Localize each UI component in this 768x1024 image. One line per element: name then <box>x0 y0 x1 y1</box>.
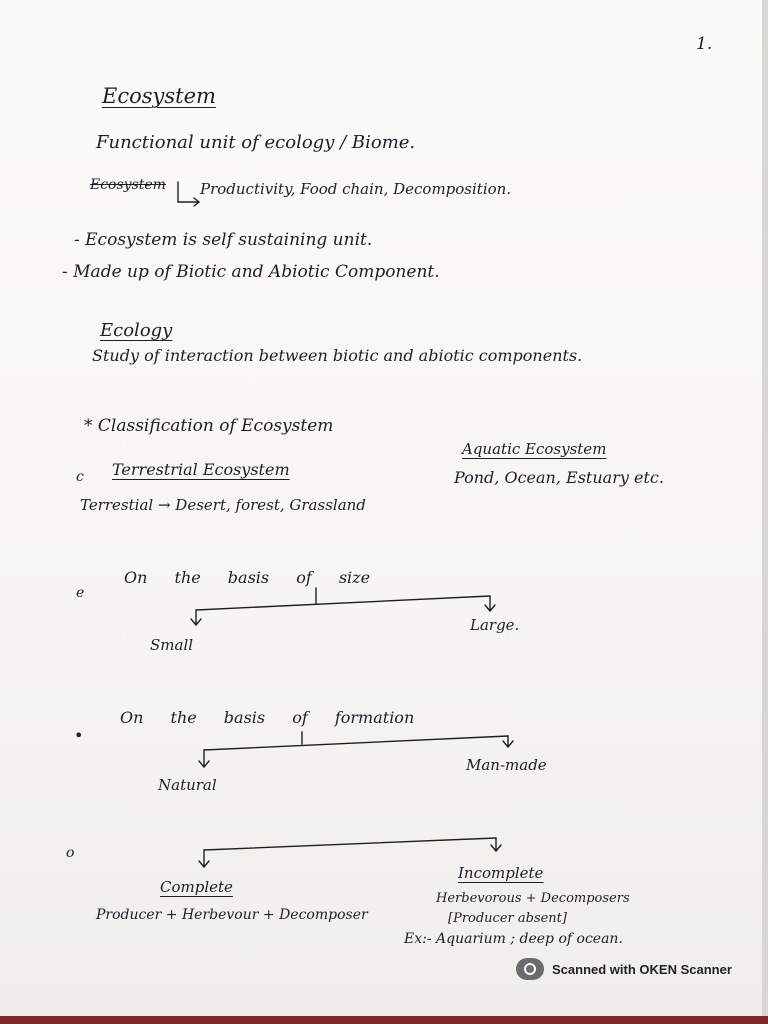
point-self-sustaining: - Ecosystem is self sustaining unit. <box>74 230 373 250</box>
basis-formation-text: On the basis of formation <box>120 708 415 727</box>
size-large: Large. <box>470 616 520 634</box>
heading-ecosystem: Ecosystem <box>102 84 216 108</box>
complete-heading: Complete <box>160 878 233 896</box>
incomplete-example: Ex:- Aquarium ; deep of ocean. <box>404 931 623 947</box>
page-bottom-strip <box>0 1016 768 1024</box>
bullet-mark: c <box>76 469 84 485</box>
page-number: 1. <box>696 34 713 54</box>
definition-text: Functional unit of ecology / Biome. <box>96 132 416 153</box>
size-tree-right <box>485 596 495 611</box>
size-tree-left <box>191 610 201 625</box>
terrestrial-examples: Terrestial → Desert, forest, Grassland <box>80 496 366 514</box>
formation-natural: Natural <box>158 776 217 794</box>
size-small: Small <box>150 636 194 654</box>
complete-tree-right <box>491 838 501 851</box>
formation-tree-bar <box>204 736 508 750</box>
scanner-badge-text: Scanned with OKEN Scanner <box>552 961 732 977</box>
aspects-hook <box>178 182 199 206</box>
scanner-badge <box>516 958 732 980</box>
struck-word: Ecosystem <box>90 177 166 193</box>
complete-desc: Producer + Herbevour + Decomposer <box>96 907 368 923</box>
aquatic-examples: Pond, Ocean, Estuary etc. <box>454 468 664 487</box>
aspects-text: Productivity, Food chain, Decomposition. <box>200 180 512 198</box>
basis-size-text: On the basis of size <box>124 568 371 587</box>
classification-heading: * Classification of Ecosystem <box>84 416 334 436</box>
formation-tree-right <box>503 736 513 747</box>
complete-tree-bar <box>204 838 496 850</box>
heading-ecology: Ecology <box>100 320 173 341</box>
formation-tree-left <box>199 750 209 767</box>
ecology-definition: Study of interaction between biotic and abiotic components. <box>92 346 583 365</box>
complete-tree-left <box>199 850 209 867</box>
bullet-dot-2: • <box>74 726 84 745</box>
bullet-circle: o <box>66 845 75 861</box>
incomplete-note: [Producer absent] <box>448 911 567 926</box>
terrestrial-heading: Terrestrial Ecosystem <box>112 460 290 479</box>
formation-manmade: Man-made <box>466 756 547 774</box>
bullet-dot: e <box>76 585 85 601</box>
incomplete-heading: Incomplete <box>458 864 544 882</box>
incomplete-desc: Herbevorous + Decomposers <box>436 891 630 906</box>
point-made-up: - Made up of Biotic and Abiotic Component. <box>62 262 440 282</box>
aquatic-heading: Aquatic Ecosystem <box>462 440 607 458</box>
camera-icon <box>516 958 544 980</box>
size-tree-bar <box>196 596 490 610</box>
